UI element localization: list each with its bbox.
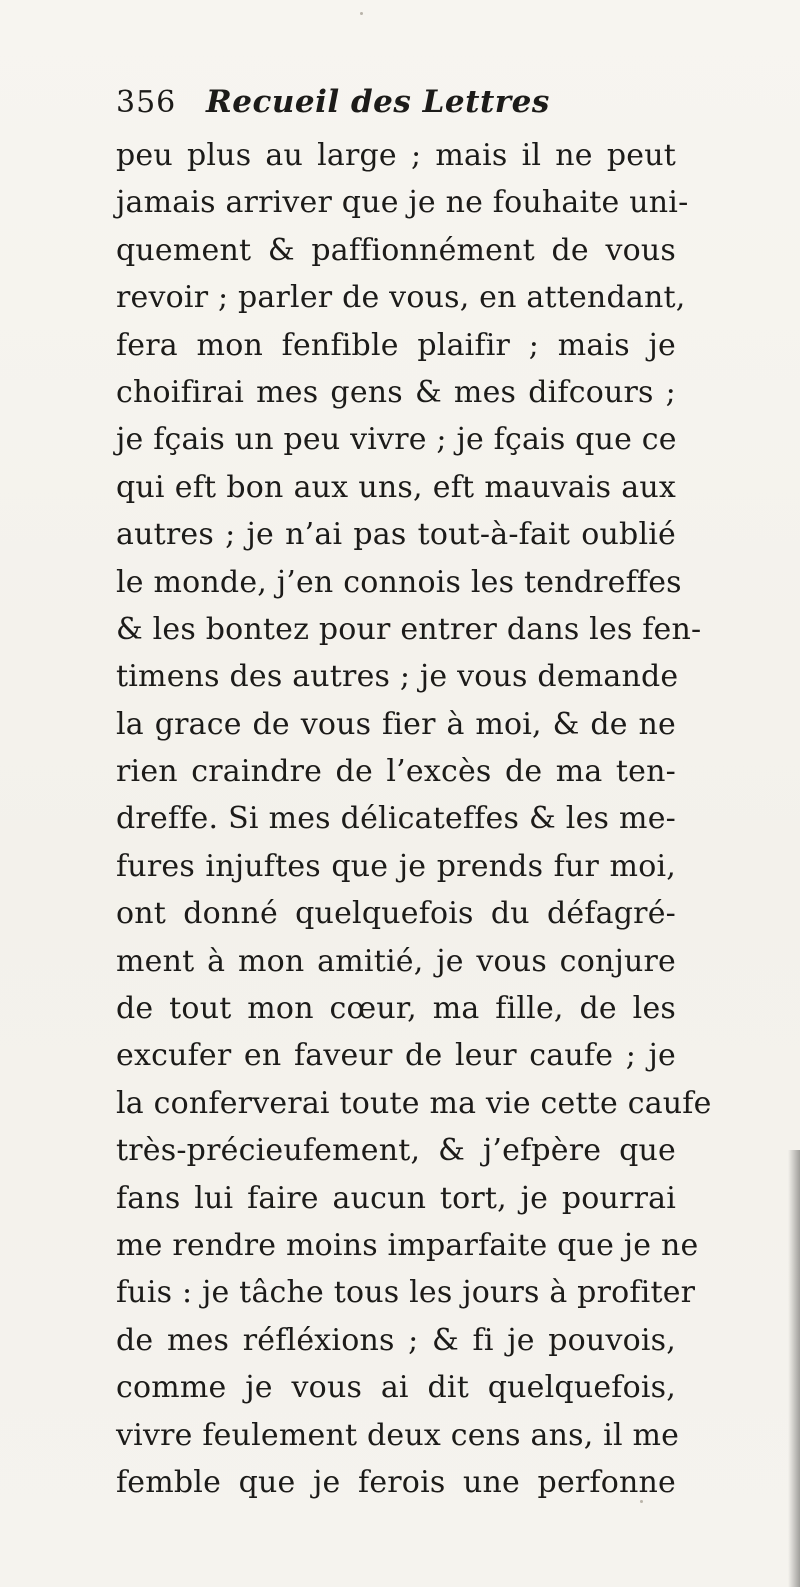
text-line: & les bontez pour entrer dans les fen- bbox=[116, 611, 702, 647]
text-line: je fçais un peu vivre ; je fçais que ce bbox=[116, 422, 677, 458]
page-number: 356 bbox=[116, 85, 177, 120]
body-text bbox=[116, 132, 712, 1506]
text-line: rien craindre de l’excès de ma ten- bbox=[116, 754, 676, 790]
text-line: fera mon fenfible plaifir ; mais je bbox=[116, 327, 676, 363]
text-line: me rendre moins imparfaite que je ne bbox=[116, 1227, 699, 1263]
text-line: fuis : je tâche tous les jours à profiter bbox=[116, 1275, 696, 1311]
text-line: de mes réfléxions ; & fi je pouvois, bbox=[116, 1322, 676, 1358]
text-line: dreffe. Si mes délicateffes & les me- bbox=[116, 801, 676, 837]
paper-speck bbox=[640, 1500, 643, 1503]
text-line: le monde, j’en connois les tendreffes bbox=[116, 564, 682, 600]
text-line: excufer en faveur de leur caufe ; je bbox=[116, 1038, 676, 1074]
text-line: timens des autres ; je vous demande bbox=[116, 659, 679, 695]
text-line: choifirai mes gens & mes difcours ; bbox=[116, 374, 676, 410]
page-text-block bbox=[116, 84, 712, 1506]
text-line: fures injuftes que je prends fur moi, bbox=[116, 848, 676, 884]
text-line: jamais arriver que je ne fouhaite uni- bbox=[116, 185, 689, 221]
text-line: peu plus au large ; mais il ne peut bbox=[116, 138, 676, 173]
text-line: ont donné quelquefois du défagré- bbox=[116, 896, 676, 932]
text-line: comme je vous ai dit quelquefois, bbox=[116, 1370, 676, 1406]
page-edge-shadow bbox=[788, 1150, 800, 1587]
running-head-title: Recueil des Lettres bbox=[206, 84, 550, 120]
text-line: qui eft bon aux uns, eft mauvais aux bbox=[116, 469, 676, 505]
text-line: revoir ; parler de vous, en attendant, bbox=[116, 280, 686, 316]
text-line: la conferverai toute ma vie cette caufe bbox=[116, 1085, 712, 1121]
text-line: femble que je ferois une perfonne bbox=[116, 1464, 676, 1500]
text-line: autres ; je n’ai pas tout-à-fait oublié bbox=[116, 517, 676, 553]
text-line: fans lui faire aucun tort, je pourrai bbox=[116, 1180, 676, 1216]
text-line: quement & paffionnément de vous bbox=[116, 232, 676, 268]
text-line: ment à mon amitié, je vous conjure bbox=[116, 943, 676, 979]
text-line: de tout mon cœur, ma fille, de les bbox=[116, 991, 676, 1027]
running-head bbox=[116, 84, 676, 128]
text-line: vivre feulement deux cens ans, il me bbox=[116, 1417, 680, 1453]
text-line: très-précieufement, & j’efpère que bbox=[116, 1133, 676, 1169]
text-line: la grace de vous fier à moi, & de ne bbox=[116, 706, 676, 742]
paper-speck bbox=[360, 12, 363, 15]
